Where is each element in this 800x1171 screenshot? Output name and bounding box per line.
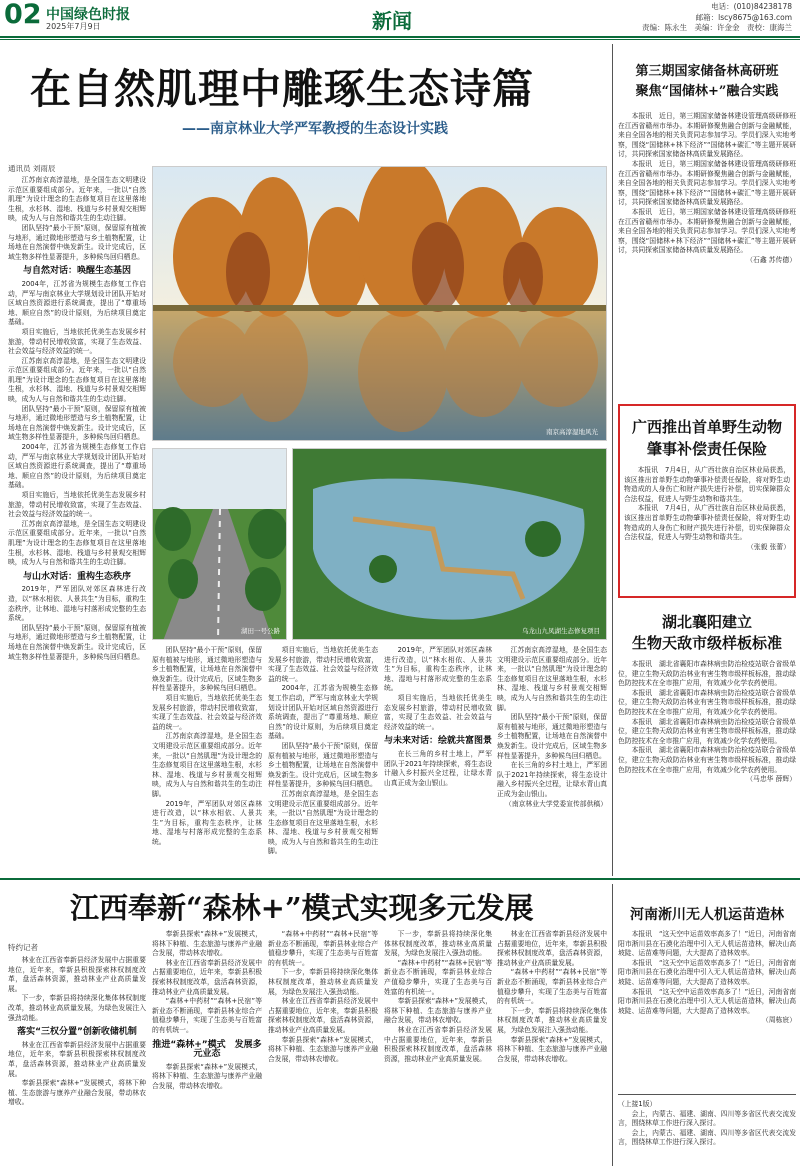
photo-wetland-trees bbox=[152, 166, 607, 441]
col2-text-b: 项目实施后，当地依托优美生态发展乡村旅游，带动村民增收致富，实现了生态效益、社会效益与经济效益的统一。 bbox=[152, 693, 262, 731]
right-story-3-text-a: 本报讯 湖北省襄阳市森林病虫防治检疫站联合省级单位，建立生物天敌防治林业有害生物市级样板标准，推动绿色防控技术在全市推广应用，有效减少化学农药使用。 bbox=[618, 660, 796, 688]
jiangxi-text-5b: “森林+中药材”“森林+民宿”等新业态不断涌现，奉新县林业综合产值稳步攀升，实现了生态美与百姓富的有机统一。 bbox=[497, 968, 607, 1006]
photo-road bbox=[152, 448, 287, 640]
main-story-section-1f: 项目实施后，当地依托优美生态发展乡村旅游，带动村民增收致富，实现了生态效益、社会效益与经济效益的统一。 bbox=[8, 491, 146, 519]
main-story-source: （南京林业大学党委宣传部供稿） bbox=[505, 799, 607, 808]
jiangxi-text-1b: 下一步，奉新县将持续深化集体林权制度改革，推动林业高质量发展，为绿色发展注入强劲动能。 bbox=[8, 994, 146, 1022]
right-story-1-text-a: 本报讯 近日，第三期国家储备林建设管理高级研修班在江西省赣州市举办。本期研修聚焦融合创新与金融赋能，来自全国各地的相关负责同志参加学习。学员们深入实地考察，围绕“国储林+林下经济”“国储林+碳汇”等主题开展研讨，共同探索国家储备林高质量发展路径。 bbox=[618, 112, 796, 159]
main-subheadline: ——南京林业大学严军教授的生态设计实践 bbox=[182, 121, 448, 137]
jiangxi-text-2c: “森林+中药材”“森林+民宿”等新业态不断涌现，奉新县林业综合产值稳步攀升，实现了生态美与百姓富的有机统一。 bbox=[152, 997, 262, 1034]
main-story-intro: 江苏南京高淳湿地，是全国生态文明建设示范区重要组成部分。近年来，一批以“自然肌理”为设计理念的生态修复项目在这里落地生根，水杉林、湿地、栈道与乡村景观交相辉映，成为人与自然和谐共生的生动注脚。 bbox=[8, 176, 146, 223]
continued-text: 会上，内蒙古、福建、湖南、四川等多省区代表交流发言，围绕林草工作进行深入探讨。 bbox=[618, 1109, 796, 1128]
right-story-3-body bbox=[618, 660, 796, 874]
page-number: 02 bbox=[4, 0, 42, 30]
right-story-2-title bbox=[620, 416, 794, 460]
jiangxi-text-1: 林业在江西省奉新县经济发展中占据重要地位，近年来，奉新县积极探索林权制度改革，盘活森林资源，推动林业产业高质量发展。 bbox=[8, 956, 146, 993]
main-story-column-4 bbox=[384, 646, 492, 874]
newspaper-brand: 中国绿色时报 bbox=[46, 7, 130, 23]
main-story-subhead-2: 与山水对话：重构生态秩序 bbox=[22, 571, 131, 582]
right-story-4-body bbox=[618, 930, 796, 1090]
right-story-4-text-b: 本报讯 “这天空中运苗效率高多了！”近日，河南省南阳市淅川县在石漠化治理中引入无人机运苗造林，解决山高坡陡、运苗难等问题，大大提高了造林效率。 bbox=[618, 958, 796, 986]
continued-label: （上接1版） bbox=[618, 1100, 657, 1108]
main-story-intro-2: 团队坚持“最小干预”原则，保留原有植被与地形，通过微地形塑造与乡土植物配置，让场地在自然演替中焕发新生。设计完成后，区域生物多样性显著提升，多种候鸟回归栖息。 bbox=[8, 223, 146, 261]
right-story-2-text-b: 本报讯 7月4日，从广西壮族自治区林业局获悉，该区推出首单野生动物肇事补偿责任保险，将对野生动物造成的人身伤亡和财产损失进行补偿，切实保障群众合法权益，促进人与野生动物和谐共生。 bbox=[624, 504, 790, 542]
col3-text-c: 团队坚持“最小干预”原则，保留原有植被与地形，通过微地形塑造与乡土植物配置，让场地在自然演替中焕发新生。设计完成后，区域生物多样性显著提升，多种候鸟回归栖息。 bbox=[268, 741, 378, 789]
right-story-1-title bbox=[618, 62, 796, 102]
jiangxi-text-5c: 下一步，奉新县将持续深化集体林权制度改革，推动林业高质量发展，为绿色发展注入强劲动能。 bbox=[497, 1006, 607, 1034]
photo-caption-2: 湖田一号公路 bbox=[241, 627, 280, 635]
main-story-section-2b: 团队坚持“最小干预”原则，保留原有植被与地形，通过微地形塑造与乡土植物配置，让场地在自然演替中焕发新生。设计完成后，区域生物多样性显著提升，多种候鸟回归栖息。 bbox=[8, 623, 146, 661]
right-story-2-body bbox=[624, 466, 790, 592]
phone: 电话：(010)84238178 bbox=[711, 2, 792, 11]
right-story-2-sign: （张毅 张蕾） bbox=[747, 542, 790, 551]
col5-text-a: 江苏南京高淳湿地，是全国生态文明建设示范区重要组成部分。近年来，一批以“自然肌理”为设计理念的生态修复项目在这里落地生根，水杉林、湿地、栈道与乡村景观交相辉映，成为人与自然和谐共生的生动注脚。 bbox=[497, 646, 607, 712]
column-divider bbox=[612, 44, 613, 876]
jiangxi-text-4d: 林业在江西省奉新县经济发展中占据重要地位，近年来，奉新县积极探索林权制度改革，盘活森林资源，推动林业产业高质量发展。 bbox=[384, 1025, 492, 1063]
column-divider-bottom bbox=[612, 884, 613, 1166]
editors: 责编：陈永生 美编：许金金 责校：康海兰 bbox=[642, 23, 792, 32]
col2-text-d: 2019年，严军团队对郊区森林进行改造，以“林水相依、人景共生”为目标，重构生态秩序，让林地、湿地与村落形成完整的生态系统。 bbox=[152, 799, 262, 846]
col2-text-c: 江苏南京高淳湿地，是全国生态文明建设示范区重要组成部分。近年来，一批以“自然肌理”为设计理念的生态修复项目在这里落地生根，水杉林、湿地、栈道与乡村景观交相辉映，成为人与自然和谐共生的生动注脚。 bbox=[152, 732, 262, 798]
jiangxi-column-3 bbox=[268, 930, 378, 1166]
right-story-3-sign: （马忠华 薛辉） bbox=[746, 775, 796, 784]
right-story-1-title-line2: 聚焦“国储林+”融合实践 bbox=[635, 84, 779, 99]
jiangxi-text-4c: 奉新县探索“森林+”发展模式，将林下种植、生态旅游与康养产业融合发展，带动林农增收。 bbox=[384, 997, 492, 1025]
photo-caption-1: 南京高淳湿地风光 bbox=[546, 428, 598, 436]
right-story-3-title-line1: 湖北襄阳建立 bbox=[661, 613, 752, 631]
right-story-3-title bbox=[618, 612, 796, 654]
right-story-2-title-line1: 广西推出首单野生动物 bbox=[631, 418, 782, 436]
main-story-column-2 bbox=[152, 646, 262, 874]
main-story-section-1c: 江苏南京高淳湿地，是全国生态文明建设示范区重要组成部分。近年来，一批以“自然肌理”为设计理念的生态修复项目在这里落地生根，水杉林、湿地、栈道与乡村景观交相辉映，成为人与自然和谐共生的生动注脚。 bbox=[8, 356, 146, 404]
main-story-section-1g: 江苏南京高淳湿地，是全国生态文明建设示范区重要组成部分。近年来，一批以“自然肌理”为设计理念的生态修复项目在这里落地生根，水杉林、湿地、栈道与乡村景观交相辉映，成为人与自然和谐共生的生动注脚。 bbox=[8, 519, 146, 567]
jiangxi-column-2 bbox=[152, 930, 262, 1166]
col3-text-b: 2004年，江苏省为规模生态修复工作启动，严军与南京林业大学规划设计团队开始对区域自然资源进行系统调查，提出了“尊重场地、顺应自然”的设计原则，为后续项目奠定基础。 bbox=[268, 684, 378, 741]
right-story-1-body bbox=[618, 112, 796, 394]
right-story-4-sign: （周栋宸） bbox=[762, 1016, 796, 1025]
photo-caption-3: 乌龙山九凤湖生态修复项目 bbox=[522, 627, 600, 635]
masthead-rule bbox=[0, 36, 800, 38]
jiangxi-text-2d: 奉新县探索“森林+”发展模式，将林下种植、生态旅游与康养产业融合发展，带动林农增收。 bbox=[152, 1062, 262, 1090]
jiangxi-text-3b: 下一步，奉新县将持续深化集体林权制度改革，推动林业高质量发展，为绿色发展注入强劲动能。 bbox=[268, 968, 378, 996]
main-story-column-3 bbox=[268, 646, 378, 874]
main-story-section-1d: 团队坚持“最小干预”原则，保留原有植被与地形，通过微地形塑造与乡土植物配置，让场地在自然演替中焕发新生。设计完成后，区域生物多样性显著提升，多种候鸟回归栖息。 bbox=[8, 404, 146, 442]
masthead-rule-thin bbox=[0, 39, 800, 40]
masthead bbox=[0, 0, 800, 34]
email: 邮箱：lscy8675@163.com bbox=[695, 12, 792, 22]
jiangxi-text-3d: 奉新县探索“森林+”发展模式，将林下种植、生态旅游与康养产业融合发展，带动林农增收。 bbox=[268, 1035, 378, 1063]
issue-date: 2025年7月9日 bbox=[46, 22, 101, 31]
right-story-1-text-b: 本报讯 近日，第三期国家储备林建设管理高级研修班在江西省赣州市举办。本期研修聚焦融合创新与金融赋能，来自全国各地的相关负责同志参加学习。学员们深入实地考察，围绕“国储林+林下经济”“国储林+碳汇”等主题开展研讨，共同探索国家储备林高质量发展路径。 bbox=[618, 159, 796, 207]
main-story-column-5 bbox=[497, 646, 607, 874]
byline: 通讯员 刘雨辰 bbox=[8, 164, 56, 173]
right-story-3-text-b: 本报讯 湖北省襄阳市森林病虫防治检疫站联合省级单位，建立生物天敌防治林业有害生物市级样板标准，推动绿色防控技术在全市推广应用，有效减少化学农药使用。 bbox=[618, 688, 796, 716]
right-story-4-title: 河南淅川无人机运苗造林 bbox=[630, 907, 784, 923]
main-story-column-1 bbox=[8, 176, 146, 876]
main-story-subhead-3: 与未来对话：绘就共富图景 bbox=[384, 736, 492, 747]
main-headline: 在自然肌理中雕琢生态诗篇 bbox=[30, 65, 534, 113]
right-story-1-text-c: 本报讯 近日，第三期国家储备林建设管理高级研修班在江西省赣州市举办。本期研修聚焦融合创新与金融赋能，来自全国各地的相关负责同志参加学习。学员们深入实地考察，围绕“国储林+林下经济”“国储林+碳汇”等主题开展研讨，共同探索国家储备林高质量发展路径。 bbox=[618, 207, 796, 255]
jiangxi-text-1d: 奉新县探索“森林+”发展模式，将林下种植、生态旅游与康养产业融合发展，带动林农增收。 bbox=[8, 1079, 146, 1107]
right-story-3-title-line2: 生物天敌市级样板标准 bbox=[631, 634, 782, 652]
jiangxi-text-3a: “森林+中药材”“森林+民宿”等新业态不断涌现，奉新县林业综合产值稳步攀升，实现了生态美与百姓富的有机统一。 bbox=[268, 930, 378, 967]
jiangxi-subhead-2: 推进“森林+”模式 发展多元业态 bbox=[152, 1039, 262, 1060]
col3-text-a: 项目实施后，当地依托优美生态发展乡村旅游，带动村民增收致富，实现了生态效益、社会效益与经济效益的统一。 bbox=[268, 646, 378, 683]
section-rule bbox=[0, 878, 800, 880]
jiangxi-text-4b: “森林+中药材”“森林+民宿”等新业态不断涌现，奉新县林业综合产值稳步攀升，实现了生态美与百姓富的有机统一。 bbox=[384, 958, 492, 996]
right-story-4-text-a: 本报讯 “这天空中运苗效率高多了！”近日，河南省南阳市淅川县在石漠化治理中引入无人机运苗造林，解决山高坡陡、运苗难等问题，大大提高了造林效率。 bbox=[618, 930, 796, 958]
right-story-2-title-line2: 肇事补偿责任保险 bbox=[646, 440, 767, 458]
right-story-4-text-c: 本报讯 “这天空中运苗效率高多了！”近日，河南省南阳市淅川县在石漠化治理中引入无人机运苗造林，解决山高坡陡、运苗难等问题，大大提高了造林效率。 bbox=[618, 987, 796, 1015]
main-story-section-1: 2004年，江苏省为规模生态修复工作启动，严军与南京林业大学规划设计团队开始对区域自然资源进行系统调查，提出了“尊重场地、顺应自然”的设计原则，为后续项目奠定基础。 bbox=[8, 279, 146, 327]
jiangxi-text-3c: 林业在江西省奉新县经济发展中占据重要地位，近年来，奉新县积极探索林权制度改革，盘活森林资源，推动林业产业高质量发展。 bbox=[268, 997, 378, 1034]
jiangxi-text-2b: 林业在江西省奉新县经济发展中占据重要地位，近年来，奉新县积极探索林权制度改革，盘活森林资源，推动林业产业高质量发展。 bbox=[152, 958, 262, 996]
bottom-right-rule bbox=[618, 1094, 796, 1095]
right-story-3-text-d: 本报讯 湖北省襄阳市森林病虫防治检疫站联合省级单位，建立生物天敌防治林业有害生物市级样板标准，推动绿色防控技术在全市推广应用，有效减少化学农药使用。 bbox=[618, 746, 796, 774]
main-story-section-3: 在长三角的乡村土地上，严军团队于2021年持续探索，将生态设计融入乡村振兴全过程，让绿水青山真正成为金山银山。 bbox=[384, 749, 492, 787]
col4-text-b: 项目实施后，当地依托优美生态发展乡村旅游，带动村民增收致富，实现了生态效益、社会效益与经济效益的统一。 bbox=[384, 693, 492, 731]
bottom-right-continued bbox=[618, 1100, 796, 1166]
jiangxi-column-5 bbox=[497, 930, 607, 1166]
right-story-1-title-line1: 第三期国家储备林高研班 bbox=[635, 64, 779, 79]
jiangxi-text-5a: 林业在江西省奉新县经济发展中占据重要地位，近年来，奉新县积极探索林权制度改革，盘活森林资源，推动林业产业高质量发展。 bbox=[497, 930, 607, 967]
right-story-1-sign: （石鑫 苏传德） bbox=[746, 255, 796, 264]
continued-text-b: 会上，内蒙古、福建、湖南、四川等多省区代表交流发言，围绕林草工作进行深入探讨。 bbox=[618, 1128, 796, 1147]
photo-lake-boardwalk bbox=[292, 448, 607, 640]
main-story-subhead-1: 与自然对话：唤醒生态基因 bbox=[22, 266, 131, 277]
col4-text-a: 2019年，严军团队对郊区森林进行改造，以“林水相依、人景共生”为目标，重构生态秩序，让林地、湿地与村落形成完整的生态系统。 bbox=[384, 646, 492, 693]
main-story-section-1e: 2004年，江苏省为规模生态修复工作启动，严军与南京林业大学规划设计团队开始对区域自然资源进行系统调查，提出了“尊重场地、顺应自然”的设计原则，为后续项目奠定基础。 bbox=[8, 443, 146, 490]
jiangxi-text-4a: 下一步，奉新县将持续深化集体林权制度改革，推动林业高质量发展，为绿色发展注入强劲动能。 bbox=[384, 930, 492, 958]
jiangxi-column-1 bbox=[8, 956, 146, 1166]
main-story-section-1b: 项目实施后，当地依托优美生态发展乡村旅游，带动村民增收致富，实现了生态效益、社会效益与经济效益的统一。 bbox=[8, 327, 146, 356]
main-story-section-2: 2019年，严军团队对郊区森林进行改造，以“林水相依、人景共生”为目标，重构生态秩序，让林地、湿地与村落形成完整的生态系统。 bbox=[8, 585, 146, 623]
jiangxi-subhead-1: 落实“三权分置”创新收储机制 bbox=[17, 1027, 137, 1038]
jiangxi-text-5d: 奉新县探索“森林+”发展模式，将林下种植、生态旅游与康养产业融合发展，带动林农增收。 bbox=[497, 1035, 607, 1063]
jiangxi-column-4 bbox=[384, 930, 492, 1166]
section-title: 新闻 bbox=[372, 9, 412, 33]
col2-text-a: 团队坚持“最小干预”原则，保留原有植被与地形，通过微地形塑造与乡土植物配置，让场地在自然演替中焕发新生。设计完成后，区域生物多样性显著提升，多种候鸟回归栖息。 bbox=[152, 646, 262, 693]
jiangxi-byline: 特约记者 bbox=[8, 943, 38, 952]
col5-text-b: 团队坚持“最小干预”原则，保留原有植被与地形，通过微地形塑造与乡土植物配置，让场地在自然演替中焕发新生。设计完成后，区域生物多样性显著提升，多种候鸟回归栖息。 bbox=[497, 713, 607, 760]
jiangxi-text-2a: 奉新县探索“森林+”发展模式，将林下种植、生态旅游与康养产业融合发展，带动林农增收。 bbox=[152, 930, 262, 958]
col5-text-c: 在长三角的乡村土地上，严军团队于2021年持续探索，将生态设计融入乡村振兴全过程，让绿水青山真正成为金山银山。 bbox=[497, 761, 607, 798]
contact-info bbox=[642, 2, 792, 34]
right-story-3-text-c: 本报讯 湖北省襄阳市森林病虫防治检疫站联合省级单位，建立生物天敌防治林业有害生物市级样板标准，推动绿色防控技术在全市推广应用，有效减少化学农药使用。 bbox=[618, 717, 796, 745]
jiangxi-text-1c: 林业在江西省奉新县经济发展中占据重要地位，近年来，奉新县积极探索林权制度改革，盘活森林资源，推动林业产业高质量发展。 bbox=[8, 1040, 146, 1078]
col3-text-d: 江苏南京高淳湿地，是全国生态文明建设示范区重要组成部分。近年来，一批以“自然肌理”为设计理念的生态修复项目在这里落地生根，水杉林、湿地、栈道与乡村景观交相辉映，成为人与自然和谐共生的生动注脚。 bbox=[268, 789, 378, 856]
jiangxi-headline: 江西奉新“森林+”模式实现多元发展 bbox=[70, 891, 534, 925]
right-story-2-text-a: 本报讯 7月4日，从广西壮族自治区林业局获悉，该区推出首单野生动物肇事补偿责任保险，将对野生动物造成的人身伤亡和财产损失进行补偿，切实保障群众合法权益，促进人与野生动物和谐共生。 bbox=[624, 466, 790, 503]
